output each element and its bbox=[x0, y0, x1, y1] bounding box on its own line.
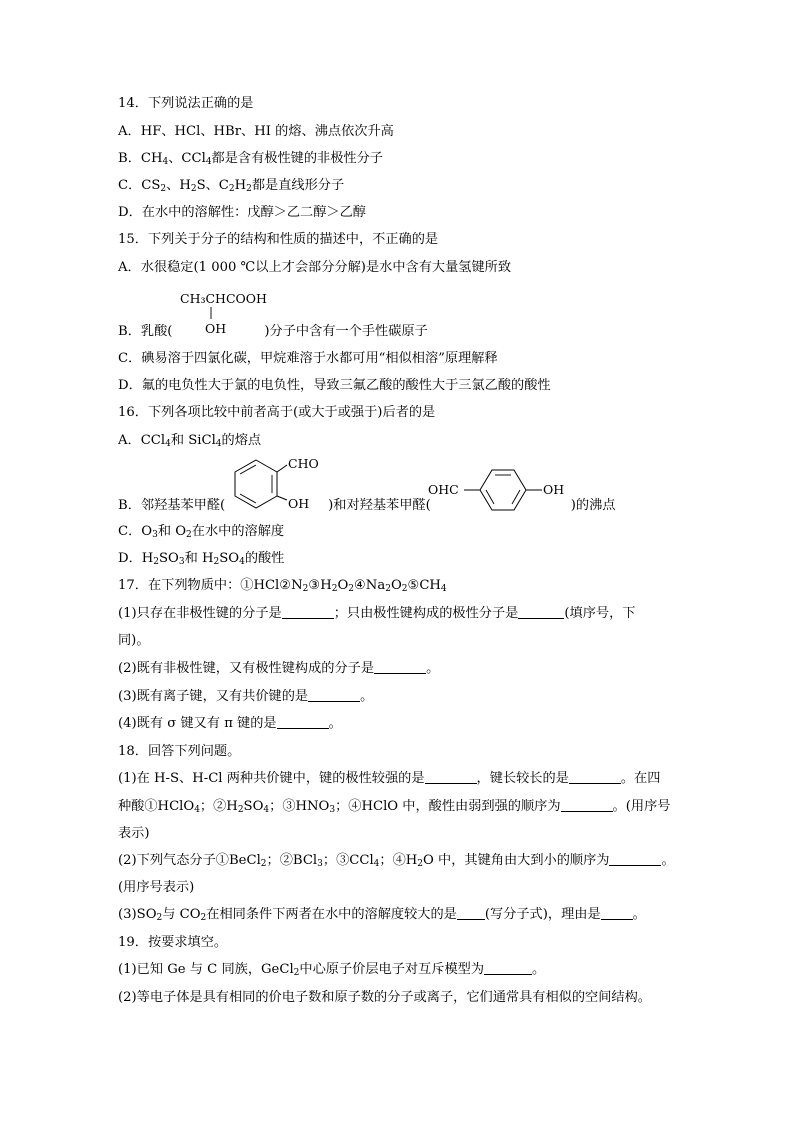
q18-part-2: (2)下列气态分子①BeCl$_2$；②BCl$_3$；③CCl$_4$；$④H_2O$ 中，其键角由大到小的顺序为 。 bbox=[118, 853, 675, 869]
oh-group-label-para: OH bbox=[543, 482, 565, 497]
q16-option-b: B．邻羟基苯甲醛( )和对羟基苯甲醛( )的沸点 bbox=[118, 498, 616, 513]
answer-blank[interactable] bbox=[484, 962, 532, 975]
q14-stem: 14．下列说法正确的是 bbox=[118, 96, 254, 111]
q19-part-2: (2)等电子体是具有相同的价电子数和原子数的分子或离子，它们通常具有相似的空间结构。 bbox=[118, 990, 651, 1005]
answer-blank[interactable] bbox=[282, 606, 334, 619]
q17-part-2: (2)既有非极性键，又有极性键构成的分子是 。 bbox=[118, 661, 440, 676]
q15-option-c: C．碘易溶于四氯化碳，甲烷难溶于水都可用“相似相溶”原理解释 bbox=[118, 351, 498, 366]
q19-stem: 19．按要求填空。 bbox=[118, 935, 228, 950]
q14-option-b: B．$CH_4$、CCl$_4$都是含有极性键的非极性分子 bbox=[118, 151, 383, 167]
q14-option-c: C．$CS_2$、$H_2S$、$C_2H_2$都是直线形分子 bbox=[118, 178, 345, 194]
q17-part-1: (1)只存在非极性键的分子是 ；只由极性键构成的极性分子是 (填序号，下 bbox=[118, 606, 636, 621]
q16-stem: 16．下列各项比较中前者高于(或大于或强于)后者的是 bbox=[118, 405, 436, 420]
answer-blank[interactable] bbox=[277, 716, 329, 729]
answer-blank[interactable] bbox=[425, 771, 477, 784]
q19-part-1: (1)已知 Ge 与 C 同族，GeCl$_2$中心原子价层电子对互斥模型为 。 bbox=[118, 962, 546, 978]
answer-blank[interactable] bbox=[457, 907, 485, 920]
q15-option-d: D．氟的电负性大于氯的电负性，导致三氟乙酸的酸性大于三氯乙酸的酸性 bbox=[118, 378, 551, 393]
q18-part-2-cont: (用序号表示) bbox=[118, 880, 195, 895]
q18-part-1b: 种酸①HClO$_4$；$②H_2SO_4$；$③HNO_3$；④HClO 中，酸性由弱到强的顺序为 。(用序号 bbox=[118, 799, 671, 815]
lactic-acid-formula: CH₃CHCOOH bbox=[180, 291, 267, 306]
cho-group-label: CHO bbox=[288, 456, 319, 471]
q16-option-c: C．$O_3$和 $O_2$在水中的溶解度 bbox=[118, 524, 285, 540]
q15-option-b: B．乳酸( )分子中含有一个手性碳原子 bbox=[118, 324, 428, 339]
oh-group-label: OH bbox=[288, 496, 310, 511]
lactic-acid-bond bbox=[210, 307, 214, 321]
q17-part-1-cont: 同)。 bbox=[118, 633, 150, 648]
answer-blank[interactable] bbox=[308, 689, 360, 702]
q15-option-a: A．水很稳定(1 000 ℃以上才会部分分解)是水中含有大量氢键所致 bbox=[118, 260, 512, 275]
q14-option-a: A．HF、HCl、HBr、HI 的熔、沸点依次升高 bbox=[118, 124, 394, 139]
answer-blank[interactable] bbox=[601, 907, 633, 920]
answer-blank[interactable] bbox=[569, 771, 621, 784]
q18-part-3: $(3)SO_2$与 $CO_2$在相同条件下两者在水中的溶解度较大的是 (写分子式)，理由是 。 bbox=[118, 907, 646, 923]
q15-stem: 15．下列关于分子的结构和性质的描述中，不正确的是 bbox=[118, 232, 439, 247]
ohc-group-label: OHC bbox=[428, 482, 459, 497]
q18-part-1c: 表示) bbox=[118, 826, 150, 841]
q17-stem: 17．在下列物质中：$①HCl②N_2③H_2O_2④Na_2O_2⑤CH_4$ bbox=[118, 578, 447, 594]
q17-part-3: (3)既有离子键，又有共价键的是 。 bbox=[118, 689, 374, 704]
lactic-acid-oh: OH bbox=[205, 321, 227, 336]
answer-blank[interactable] bbox=[374, 661, 426, 674]
q14-option-d: D．在水中的溶解性：戊醇＞乙二醇＞乙醇 bbox=[118, 205, 366, 220]
answer-blank[interactable] bbox=[518, 606, 564, 619]
q16-option-d: D．$H_2SO_3$和 $H_2SO_4$的酸性 bbox=[118, 551, 285, 567]
q18-stem: 18．回答下列问题。 bbox=[118, 744, 241, 759]
answer-blank[interactable] bbox=[609, 853, 661, 866]
q16-option-a: A．CCl$_4$和 SiCl$_4$的熔点 bbox=[118, 433, 262, 449]
q18-part-1: (1)在 H-S、H-Cl 两种共价键中，键的极性较强的是 ，键长较长的是 。在四 bbox=[118, 771, 661, 786]
answer-blank[interactable] bbox=[561, 799, 613, 812]
q17-part-4: (4)既有 σ 键又有 π 键的是 。 bbox=[118, 716, 342, 731]
